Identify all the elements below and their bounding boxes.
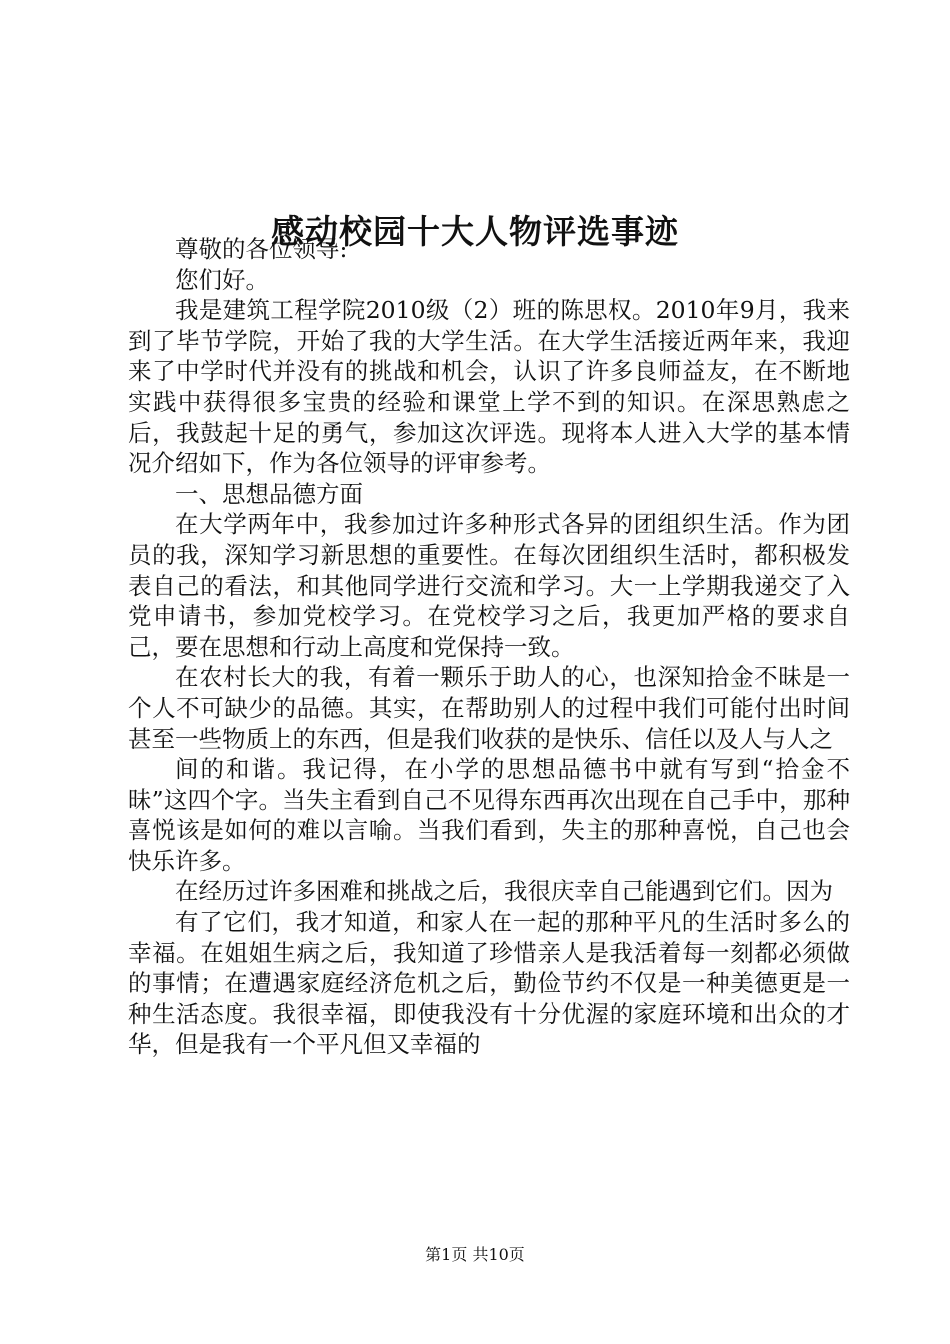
- paragraph-introduction: 我是建筑工程学院2010级（2）班的陈思权。2010年9月，我来到了毕节学院，开始了我的大学生活。在大学生活接近两年来，我迎来了中学时代并没有的挑战和机会，认识了许多良师益友，在不断地实践中获得很多宝贵的经验和课堂上学不到的知识。在深思熟虑之后，我鼓起十足的勇气，参加这次评选。现将本人进入大学的基本情况介绍如下，作为各位领导的评审参考。: [128, 296, 850, 478]
- document-body: [128, 234, 850, 1060]
- paragraph-family: 有了它们，我才知道，和家人在一起的那种平凡的生活时多么的幸福。在姐姐生病之后，我知道了珍惜亲人是我活着每一刻都必须做的事情；在遭遇家庭经济危机之后，勤俭节约不仅是一种美德更是一种生活态度。我很幸福，即使我没有十分优渥的家庭环境和出众的才华，但是我有一个平凡但又幸福的: [128, 908, 850, 1059]
- paragraph-youth-league: 在大学两年中，我参加过许多种形式各异的团组织生活。作为团员的我，深知学习新思想的重要性。在每次团组织生活时，都积极发表自己的看法，和其他同学进行交流和学习。大一上学期我递交了入党申请书，参加党校学习。在党校学习之后，我更加严格的要求自己，要在思想和行动上高度和党保持一致。: [128, 510, 850, 661]
- salutation: 尊敬的各位领导:: [175, 235, 348, 263]
- section-heading-ideology: 一、思想品德方面: [175, 479, 363, 508]
- page-number-footer: 第1页 共10页: [425, 1245, 525, 1264]
- paragraph-challenges: 在经历过许多困难和挑战之后，我很庆幸自己能遇到它们。因为: [175, 877, 833, 906]
- paragraph-helping-others: 在农村长大的我，有着一颗乐于助人的心，也深知拾金不昧是一个人不可缺少的品德。其实，在帮助别人的过程中我们可能付出时间甚至一些物质上的东西，但是我们收获的是快乐、信任以及人与人之: [128, 663, 850, 753]
- greeting: 您们好。: [175, 265, 269, 294]
- paragraph-honesty: 间的和谐。我记得，在小学的思想品德书中就有写到“拾金不昧”这四个字。当失主看到自己不见得东西再次出现在自己手中，那种喜悦该是如何的难以言喻。当我们看到，失主的那种喜悦，自己也会快乐许多。: [128, 755, 850, 875]
- document-title: 感动校园十大人物评选事迹: [271, 212, 679, 252]
